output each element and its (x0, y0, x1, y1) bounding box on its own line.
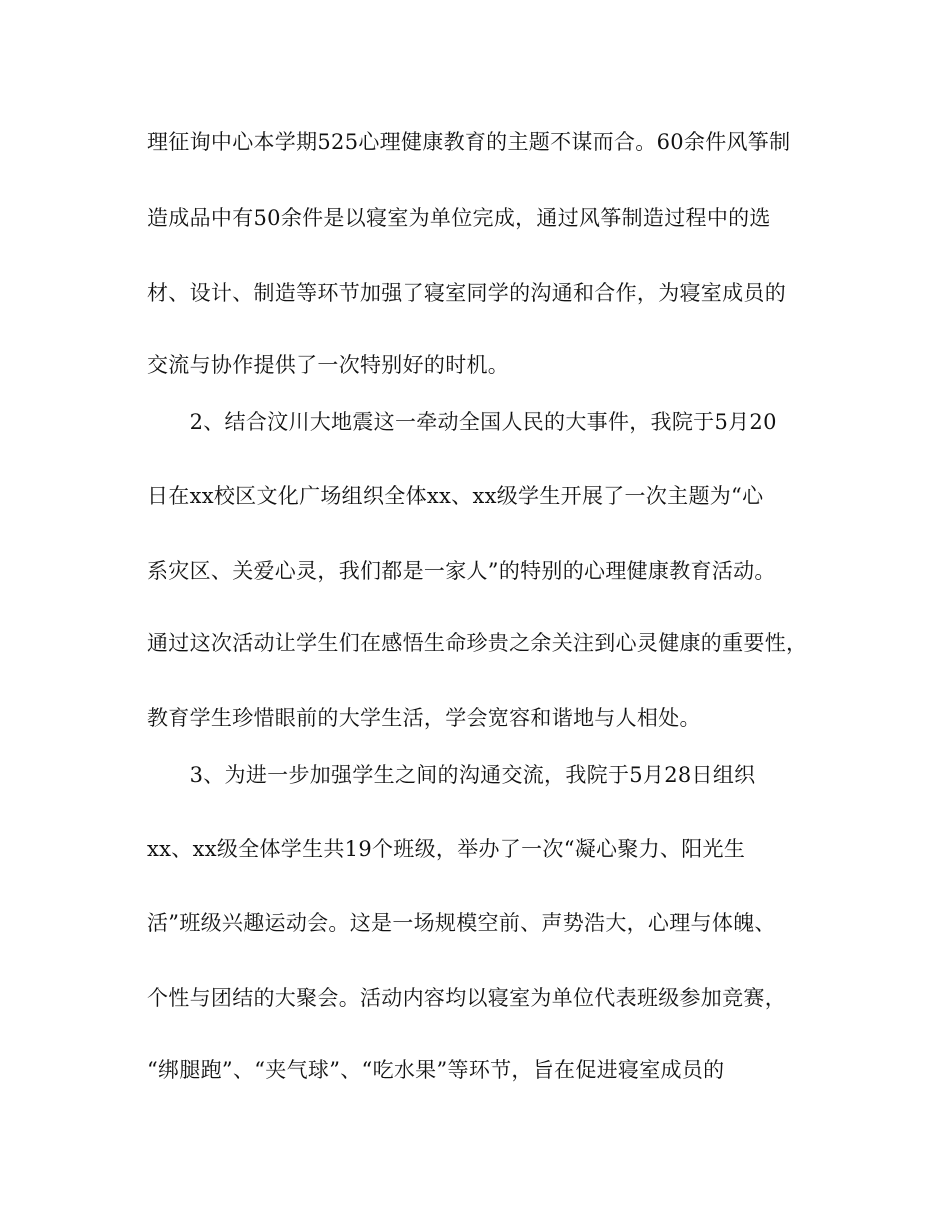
text-line: 教育学生珍惜眼前的大学生活，学会宽容和谐地与人相处。 (147, 706, 701, 730)
text-line: 个性与团结的大聚会。活动内容均以寝室为单位代表班级参加竞赛， (147, 986, 786, 1010)
text-line: 3、为进一步加强学生之间的沟通交流，我院于5月28日组织 (147, 763, 756, 787)
text-line: 2、结合汶川大地震这一牵动全国人民的大事件，我院于5月20 (147, 410, 777, 434)
text-line: 交流与协作提供了一次特别好的时机。 (147, 353, 510, 377)
text-line: 活”班级兴趣运动会。这是一场规模空前、声势浩大，心理与体魄、 (147, 911, 776, 935)
text-line: xx、xx级全体学生共19个班级，举办了一次“凝心聚力、阳光生 (147, 837, 746, 861)
text-line: “绑腿跑”、“夹气球”、“吃水果”等环节，旨在促进寝室成员的 (147, 1058, 725, 1082)
text-line: 理征询中心本学期525心理健康教育的主题不谋而合。60余件风筝制 (147, 130, 791, 154)
text-line: 系灾区、关爱心灵，我们都是一家人”的特别的心理健康教育活动。 (147, 559, 776, 583)
text-line: 日在xx校区文化广场组织全体xx、xx级学生开展了一次主题为“心 (147, 484, 764, 508)
text-line: 通过这次活动让学生们在感悟生命珍贵之余关注到心灵健康的重要性， (147, 631, 808, 655)
text-line: 材、设计、制造等环节加强了寝室同学的沟通和合作，为寝室成员的 (147, 281, 786, 305)
text-line: 造成品中有50余件是以寝室为单位完成，通过风筝制造过程中的选 (147, 206, 771, 230)
